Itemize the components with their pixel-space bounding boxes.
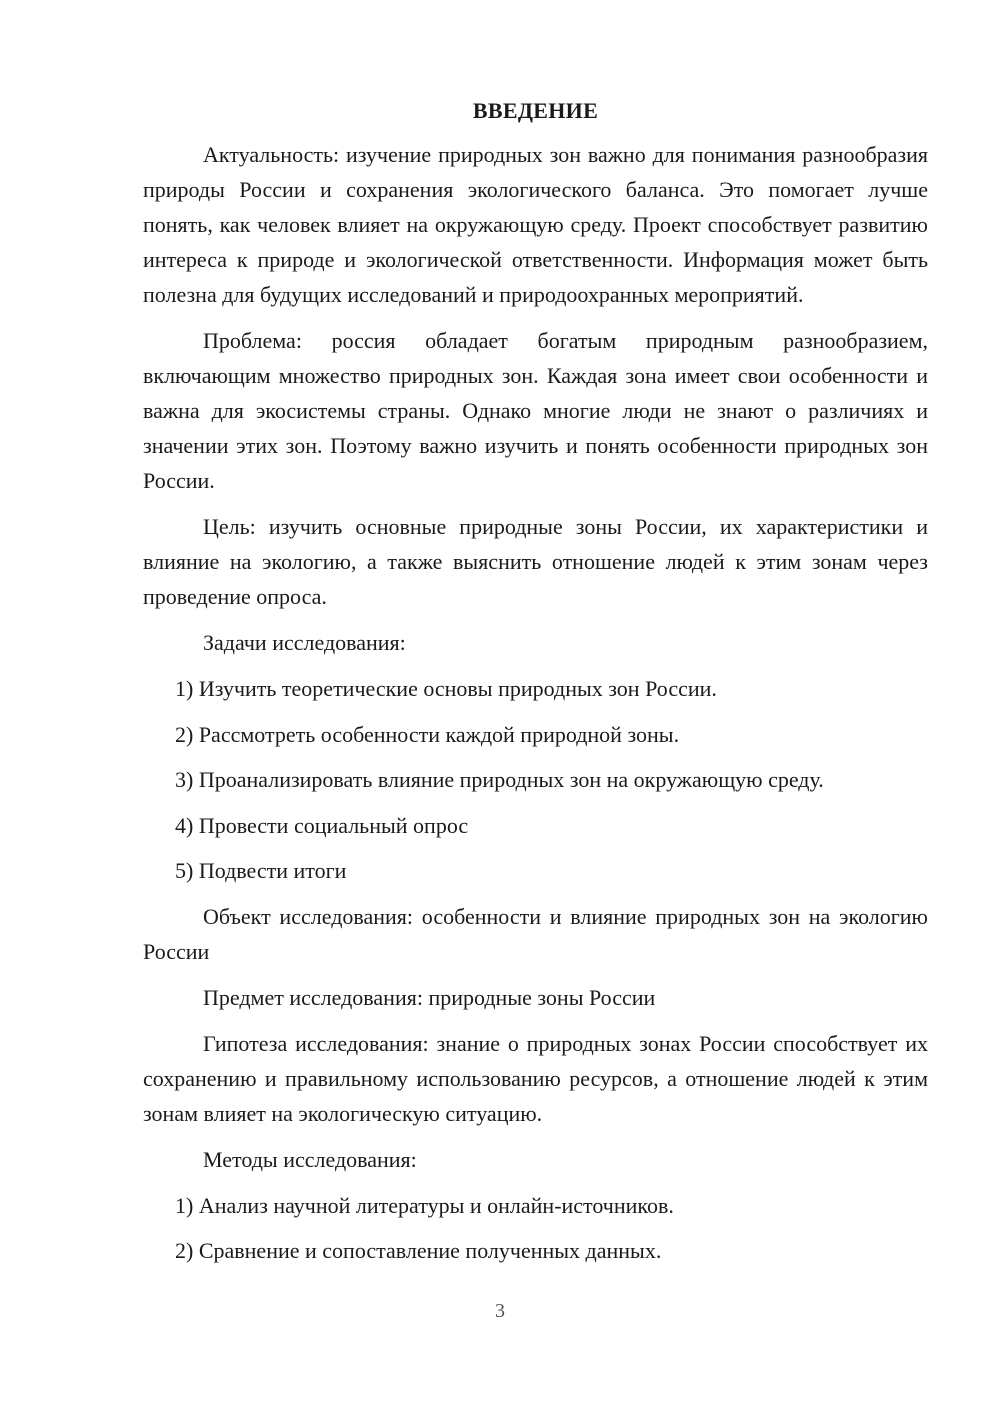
tasks-heading: Задачи исследования:: [203, 630, 406, 655]
methods-heading: Методы исследования:: [203, 1146, 417, 1172]
list-item: 4) Провести социальный опрос: [175, 812, 469, 838]
page-title: ВВЕДЕНИЕ: [472, 98, 599, 123]
methods-list: [143, 1188, 928, 1269]
problem-paragraph: Проблема: россия обладает богатым природным разнообразием, включающим множество природных зон. Каждая зона имеет свои особенности и важна для экосистемы страны. Однако многие люди не знают о различиях и значении этих зон. Поэтому важно изучить и понять особенности природных зон России.: [143, 328, 928, 493]
list-item: 3) Проанализировать влияние природных зон на окружающую среду.: [175, 767, 824, 792]
object-paragraph: Объект исследования: особенности и влияние природных зон на экологию России: [143, 903, 928, 964]
list-item: 1) Изучить теоретические основы природных зон России.: [175, 676, 717, 701]
subject-paragraph: Предмет исследования: природные зоны России: [203, 984, 656, 1010]
list-item: 5) Подвести итоги: [175, 858, 347, 883]
goal-paragraph: Цель: изучить основные природные зоны России, их характеристики и влияние на экологию, а также выяснить отношение людей к этим зонам через проведение опроса.: [143, 514, 928, 609]
list-item: 2) Рассмотреть особенности каждой природной зоны.: [175, 721, 680, 747]
page-number: 3: [495, 1300, 505, 1322]
list-item: 1) Анализ научной литературы и онлайн-источников.: [175, 1192, 674, 1218]
list-item: 2) Сравнение и сопоставление полученных данных.: [175, 1238, 662, 1263]
relevance-paragraph: Актуальность: изучение природных зон важно для понимания разнообразия природы России и сохранения экологического баланса. Это помогает лучше понять, как человек влияет на окружающую среду. Проект способствует развитию интереса к природе и экологической ответственности. Информация может быть полезна для будущих исследований и природоохранных мероприятий.: [143, 142, 928, 307]
hypothesis-paragraph: Гипотеза исследования: знание о природных зонах России способствует их сохранению и правильному использованию ресурсов, а отношение людей к этим зонам влияет на экологическую ситуацию.: [143, 1030, 928, 1126]
page-content: [143, 94, 928, 1279]
tasks-list: [143, 671, 928, 888]
